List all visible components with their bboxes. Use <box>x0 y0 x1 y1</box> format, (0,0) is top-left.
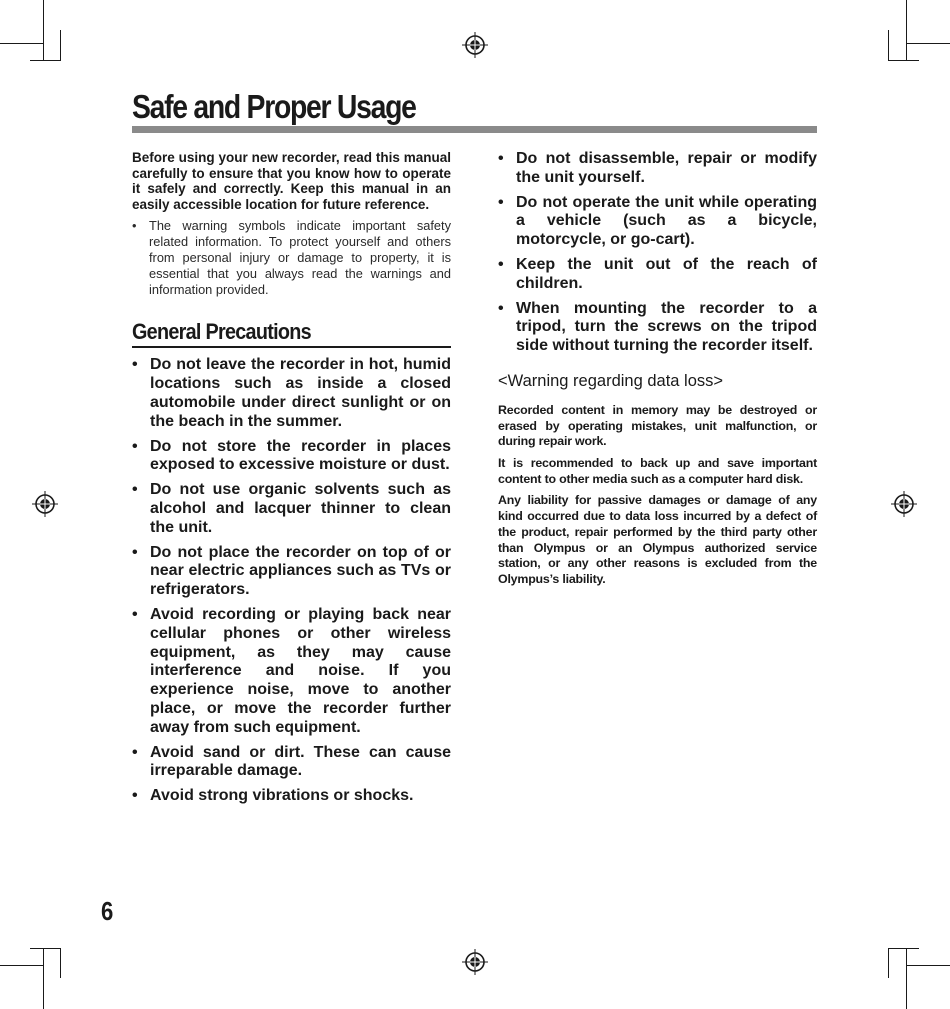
bullet: • <box>498 299 504 317</box>
data-loss-paragraph: Recorded content in memory may be destroyed or erased by operating mistakes, unit malfunction, or during repair work. <box>498 402 817 449</box>
list-item-text: Do not operate the unit while operating a vehicle (such as a bicycle, motorcycle, or go-cart). <box>516 193 817 249</box>
bullet: • <box>132 787 138 805</box>
registration-target-icon <box>462 32 488 58</box>
bullet: • <box>498 193 504 211</box>
list-item <box>132 544 451 600</box>
warning-note <box>132 218 451 297</box>
data-loss-heading: <Warning regarding data loss> <box>498 371 724 390</box>
registration-target-icon <box>891 491 917 517</box>
page-title: Safe and Proper Usage <box>132 88 416 125</box>
list-item-text: Avoid recording or playing back near cellular phones or other wireless equipment, as they may cause interference and noise. If you experience noise, move to another place, or move the recorder further away from such equipment. <box>150 605 451 736</box>
list-item-text: Avoid sand or dirt. These can cause irreparable damage. <box>150 743 451 780</box>
bullet: • <box>498 255 504 273</box>
intro-paragraph: Before using your new recorder, read this manual carefully to ensure that you know how to operate it safely and correctly. Keep this manual in an easily accessible location for future reference. <box>132 150 451 212</box>
list-item-text: Do not place the recorder on top of or near electric appliances such as TVs or refrigerators. <box>150 543 451 599</box>
list-item <box>498 194 817 250</box>
title-rule <box>132 126 817 133</box>
list-item-text: Do not leave the recorder in hot, humid locations such as inside a closed automobile under direct sunlight or on the beach in the summer. <box>150 356 451 430</box>
precautions-list-right <box>498 150 817 356</box>
list-item <box>132 356 451 431</box>
list-item-text: When mounting the recorder to a tripod, turn the screws on the tripod side without turning the recorder itself. <box>516 299 817 355</box>
section-heading: General Precautions <box>132 319 311 345</box>
list-item <box>132 787 451 806</box>
bullet: • <box>498 150 504 167</box>
list-item <box>132 744 451 782</box>
list-item <box>498 256 817 294</box>
data-loss-paragraph: It is recommended to back up and save important content to other media such as a computer hard disk. <box>498 456 817 486</box>
list-item-text: Do not store the recorder in places exposed to excessive moisture or dust. <box>150 437 451 474</box>
right-column <box>498 150 817 588</box>
section-rule <box>132 346 451 348</box>
list-item <box>132 438 451 476</box>
bullet: • <box>132 437 138 455</box>
bullet: • <box>132 356 138 374</box>
precautions-list-left <box>132 356 451 806</box>
warning-note-text: The warning symbols indicate important safety related information. To protect yourself and others from personal injury or damage to property, it is essential that you always read the warnings and information provided. <box>149 218 451 297</box>
registration-target-icon <box>32 491 58 517</box>
list-item-text: Do not disassemble, repair or modify the unit yourself. <box>516 150 817 186</box>
bullet: • <box>132 605 138 623</box>
list-item-text: Keep the unit out of the reach of children. <box>516 255 817 292</box>
list-item <box>498 150 817 188</box>
list-item-text: Avoid strong vibrations or shocks. <box>150 787 414 805</box>
list-item <box>132 481 451 537</box>
bullet: • <box>132 543 138 561</box>
list-item-text: Do not use organic solvents such as alcohol and lacquer thinner to clean the unit. <box>150 481 451 536</box>
list-item <box>498 300 817 356</box>
registration-target-icon <box>462 949 488 975</box>
bullet: • <box>132 481 138 499</box>
left-column <box>132 150 451 812</box>
data-loss-paragraph: Any liability for passive damages or damage of any kind occurred due to data loss incurred by a defect of the product, repair performed by the third party other than Olympus or an Olympus authorized service station, or any other reasons is excluded from the Olympus’s liability. <box>498 493 817 586</box>
bullet: • <box>132 218 137 234</box>
list-item <box>132 606 451 738</box>
bullet: • <box>132 743 138 761</box>
page-number: 6 <box>101 896 114 926</box>
